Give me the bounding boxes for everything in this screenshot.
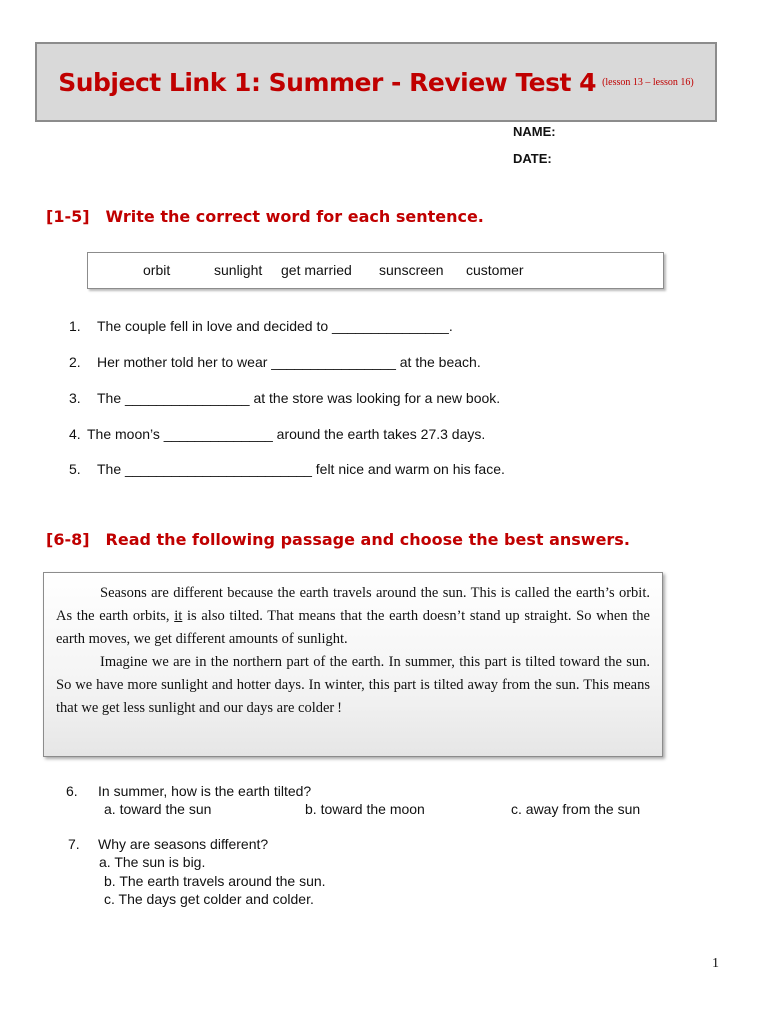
question-6-option-c: c. away from the sun [511,801,641,817]
word-bank-item: customer [466,262,524,278]
word-bank-item: get married [281,262,352,278]
question-text: Her mother told her to wear ________________ at the beach. [97,354,481,370]
question-text: The couple fell in love and decided to _______________. [97,318,453,334]
question-number: 3. [69,390,81,406]
page-title: Subject Link 1: Summer - Review Test 4 [58,67,597,97]
question-7-option-b: b. The earth travels around the sun. [104,873,326,889]
word-bank [87,252,664,289]
title-box [35,42,717,122]
page-number: 1 [712,956,719,971]
word-bank-item: orbit [143,262,171,278]
question-7-text: Why are seasons different? [98,836,269,852]
question-6-number: 6. [66,783,78,799]
name-label: NAME: [513,124,556,139]
section1-instruction: Write the correct word for each sentence. [105,207,484,226]
section2-number: [6-8] [46,530,90,549]
question-4 [69,426,485,442]
passage-paragraph-2: Imagine we are in the northern part of the earth. In summer, this part is tilted toward the sun. So we have more sunlight and hotter days. In winter, this part is tilted away from the sun. This means that we get less sunlight and our days are colder ! [56,654,650,716]
question-7-option-c: c. The days get colder and colder. [104,891,314,907]
question-6-text: In summer, how is the earth tilted? [98,783,312,799]
date-label: DATE: [513,151,552,166]
word-bank-item: sunlight [214,262,263,278]
question-2 [69,354,481,370]
section1-heading [46,207,484,226]
question-text: The moon’s ______________ around the earth takes 27.3 days. [87,426,486,442]
page-subtitle: (lesson 13 – lesson 16) [602,76,694,88]
question-7-option-a: a. The sun is big. [99,854,206,870]
question-3 [69,390,500,406]
section1-number: [1-5] [46,207,90,226]
passage-paragraph-1: Seasons are different because the earth travels around the sun. This is called the earth’s orbit. As the earth orbits, it is also tilted. That means that the earth doesn’t stand up straight. So when the earth moves, we get different amounts of sunlight. [56,585,650,647]
question-5 [69,461,505,477]
question-text: The ________________ at the store was looking for a new book. [97,390,501,406]
word-bank-item: sunscreen [379,262,444,278]
question-1 [69,318,453,334]
question-7-number: 7. [68,836,80,852]
question-number: 2. [69,354,81,370]
question-6-option-a: a. toward the sun [104,801,212,817]
section2-instruction: Read the following passage and choose the best answers. [105,530,630,549]
question-number: 5. [69,461,81,477]
question-number: 4. [69,426,81,442]
question-6-option-b: b. toward the moon [305,801,425,817]
reading-passage [43,572,663,757]
underlined-it: it [174,608,183,624]
question-number: 1. [69,318,81,334]
section2-heading [46,530,630,549]
question-text: The ________________________ felt nice and warm on his face. [97,461,505,477]
